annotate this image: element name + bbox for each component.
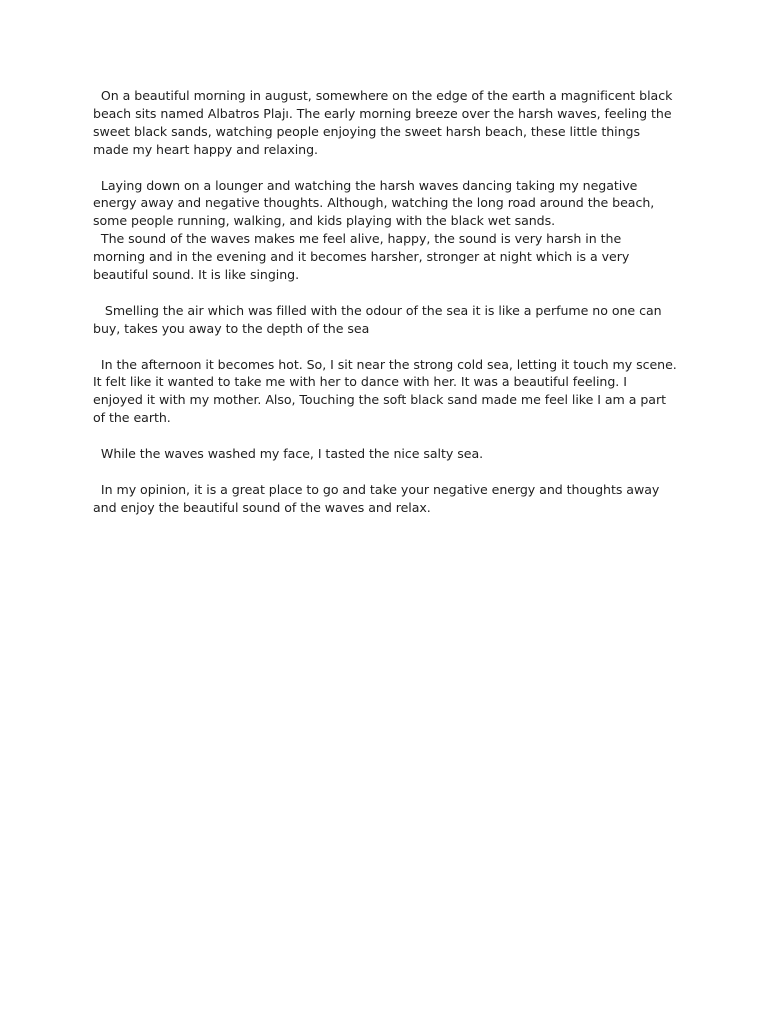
paragraph-smell-of-sea: Smelling the air which was filled with the odour of the sea it is like a perfume no one can buy, takes you away to the depth of the sea: [93, 302, 666, 336]
paragraph-lounger: Laying down on a lounger and watching the harsh waves dancing taking my negative energy away and negative thoughts. Although, watching the long road around the beach, some people running, walking, and kids playing with the black wet sands.: [93, 177, 659, 229]
document-body: [93, 87, 681, 535]
paragraph-afternoon: In the afternoon it becomes hot. So, I sit near the strong cold sea, letting it touch my scene. It felt like it wanted to take me with her to dance with her. It was a beautiful feeling. I enjoyed it with my mother. Also, Touching the soft black sand made me feel like I am a part of the earth.: [93, 356, 681, 426]
paragraph-sound-of-waves: The sound of the waves makes me feel alive, happy, the sound is very harsh in the morning and in the evening and it becomes harsher, stronger at night which is a very beautiful sound. It is like singing.: [93, 231, 634, 283]
paragraph-morning-beach: On a beautiful morning in august, somewhere on the edge of the earth a magnificent black beach sits named Albatros Plajı. The early morning breeze over the harsh waves, feeling the sweet black sands, watching people enjoying the sweet harsh beach, these little things made my heart happy and relaxing.: [93, 88, 677, 157]
paragraph-salty-sea: While the waves washed my face, I tasted the nice salty sea.: [93, 446, 484, 462]
paragraph-opinion: In my opinion, it is a great place to go and take your negative energy and thoughts away and enjoy the beautiful sound of the waves and relax.: [93, 481, 664, 515]
